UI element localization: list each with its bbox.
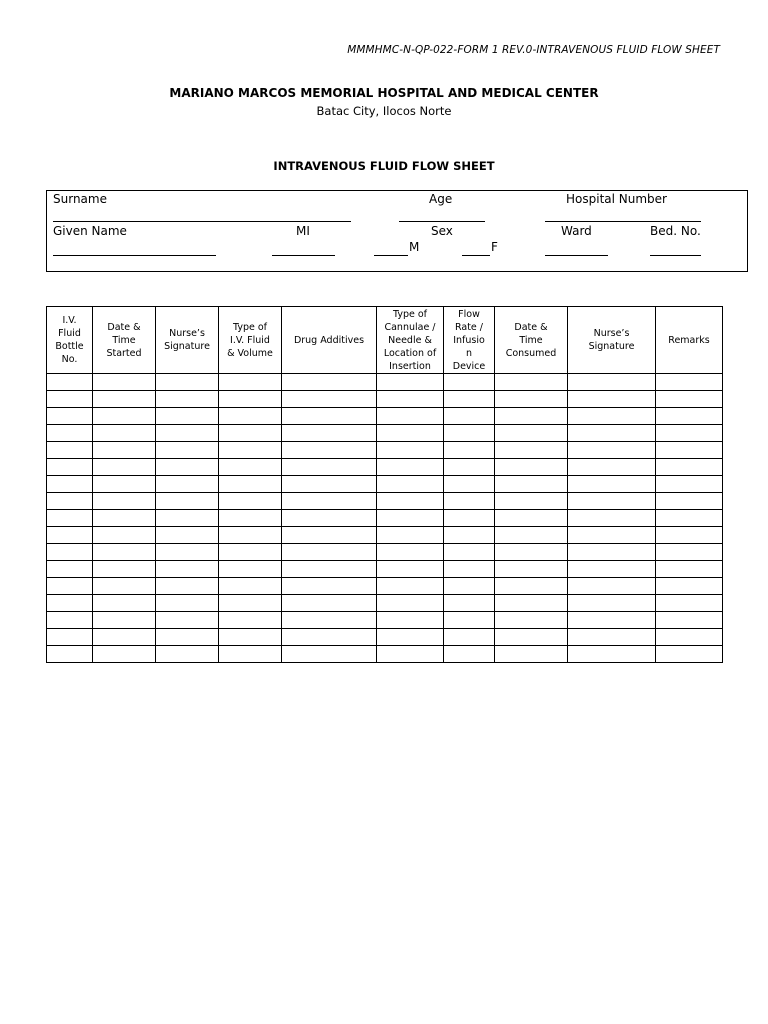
table-cell[interactable] — [47, 425, 93, 442]
table-cell[interactable] — [656, 459, 723, 476]
sex-male-mark: M — [409, 240, 420, 254]
table-cell[interactable] — [156, 578, 219, 595]
table-cell[interactable] — [156, 612, 219, 629]
table-cell[interactable] — [282, 544, 377, 561]
table-cell[interactable] — [377, 561, 444, 578]
table-cell[interactable] — [656, 578, 723, 595]
table-cell[interactable] — [656, 527, 723, 544]
table-cell[interactable] — [656, 629, 723, 646]
table-cell[interactable] — [156, 629, 219, 646]
table-cell[interactable] — [47, 493, 93, 510]
table-row — [47, 476, 723, 493]
table-cell[interactable] — [47, 578, 93, 595]
table-cell[interactable] — [93, 510, 156, 527]
hospital-number-field[interactable] — [545, 221, 701, 222]
sex-female-field[interactable] — [462, 255, 490, 256]
table-cell[interactable] — [282, 510, 377, 527]
table-cell[interactable] — [282, 408, 377, 425]
table-cell[interactable] — [656, 374, 723, 391]
given-name-label: Given Name — [53, 224, 127, 238]
patient-info-box — [46, 190, 748, 272]
table-cell[interactable] — [93, 612, 156, 629]
table-cell[interactable] — [444, 425, 495, 442]
table-cell[interactable] — [282, 425, 377, 442]
table-cell[interactable] — [444, 544, 495, 561]
table-cell[interactable] — [47, 476, 93, 493]
table-cell[interactable] — [656, 442, 723, 459]
table-cell[interactable] — [495, 629, 568, 646]
table-cell[interactable] — [656, 595, 723, 612]
table-cell[interactable] — [282, 493, 377, 510]
table-row — [47, 425, 723, 442]
table-cell[interactable] — [444, 476, 495, 493]
table-cell[interactable] — [219, 510, 282, 527]
table-cell[interactable] — [444, 442, 495, 459]
table-cell[interactable] — [47, 561, 93, 578]
form-code: MMMHMC-N-QP-022-FORM 1 REV.0-INTRAVENOUS FLUID FLOW SHEET — [347, 44, 720, 56]
table-cell[interactable] — [377, 459, 444, 476]
table-cell[interactable] — [568, 391, 656, 408]
table-cell[interactable] — [93, 476, 156, 493]
table-cell[interactable] — [93, 493, 156, 510]
table-cell[interactable] — [444, 612, 495, 629]
table-cell[interactable] — [656, 612, 723, 629]
table-cell[interactable] — [495, 391, 568, 408]
table-cell[interactable] — [656, 391, 723, 408]
table-cell[interactable] — [495, 374, 568, 391]
age-label: Age — [429, 192, 453, 206]
table-cell[interactable] — [377, 527, 444, 544]
table-cell[interactable] — [219, 493, 282, 510]
table-row — [47, 578, 723, 595]
table-cell[interactable] — [93, 425, 156, 442]
table-cell[interactable] — [282, 561, 377, 578]
table-cell[interactable] — [495, 527, 568, 544]
table-cell[interactable] — [47, 595, 93, 612]
ward-label: Ward — [561, 224, 592, 238]
table-cell[interactable] — [282, 578, 377, 595]
table-cell[interactable] — [377, 442, 444, 459]
table-cell[interactable] — [656, 544, 723, 561]
table-cell[interactable] — [444, 408, 495, 425]
mi-label: MI — [296, 224, 310, 238]
table-cell[interactable] — [444, 391, 495, 408]
table-cell[interactable] — [93, 527, 156, 544]
table-cell[interactable] — [93, 391, 156, 408]
table-cell[interactable] — [568, 493, 656, 510]
table-cell[interactable] — [47, 374, 93, 391]
table-cell[interactable] — [282, 595, 377, 612]
table-cell[interactable] — [219, 612, 282, 629]
table-cell[interactable] — [444, 374, 495, 391]
table-cell[interactable] — [282, 459, 377, 476]
table-cell[interactable] — [47, 459, 93, 476]
table-cell[interactable] — [156, 442, 219, 459]
table-row — [47, 374, 723, 391]
table-cell[interactable] — [219, 459, 282, 476]
table-cell[interactable] — [444, 459, 495, 476]
table-row — [47, 561, 723, 578]
hospital-number-label: Hospital Number — [566, 192, 667, 206]
table-cell[interactable] — [156, 408, 219, 425]
table-cell[interactable] — [444, 561, 495, 578]
table-cell[interactable] — [568, 629, 656, 646]
table-cell[interactable] — [47, 510, 93, 527]
hospital-city: Batac City, Ilocos Norte — [316, 104, 452, 118]
table-cell[interactable] — [568, 442, 656, 459]
table-cell[interactable] — [47, 629, 93, 646]
table-cell[interactable] — [282, 476, 377, 493]
table-cell[interactable] — [568, 510, 656, 527]
table-cell[interactable] — [47, 646, 93, 663]
column-header: I.V. Fluid Bottle No. — [47, 307, 93, 374]
table-cell[interactable] — [156, 459, 219, 476]
table-cell[interactable] — [656, 408, 723, 425]
given-name-field[interactable] — [53, 255, 216, 256]
table-cell[interactable] — [495, 476, 568, 493]
table-header-row — [47, 307, 723, 374]
table-cell[interactable] — [219, 544, 282, 561]
table-cell[interactable] — [377, 629, 444, 646]
table-cell[interactable] — [495, 408, 568, 425]
table-cell[interactable] — [568, 595, 656, 612]
table-cell[interactable] — [444, 629, 495, 646]
table-cell[interactable] — [93, 561, 156, 578]
table-cell[interactable] — [47, 544, 93, 561]
table-cell[interactable] — [47, 391, 93, 408]
table-cell[interactable] — [495, 493, 568, 510]
table-cell[interactable] — [495, 595, 568, 612]
table-cell[interactable] — [93, 629, 156, 646]
table-cell[interactable] — [282, 646, 377, 663]
table-cell[interactable] — [495, 561, 568, 578]
table-cell[interactable] — [495, 442, 568, 459]
table-cell[interactable] — [495, 612, 568, 629]
table-cell[interactable] — [156, 476, 219, 493]
table-cell[interactable] — [47, 527, 93, 544]
column-header: Type of I.V. Fluid & Volume — [219, 307, 282, 374]
table-cell[interactable] — [47, 442, 93, 459]
table-cell[interactable] — [377, 425, 444, 442]
table-cell[interactable] — [156, 391, 219, 408]
column-header: Nurse’s Signature — [568, 307, 656, 374]
table-row — [47, 510, 723, 527]
bed-number-label: Bed. No. — [650, 224, 701, 238]
table-cell[interactable] — [282, 374, 377, 391]
table-cell[interactable] — [444, 493, 495, 510]
table-cell[interactable] — [656, 493, 723, 510]
table-cell[interactable] — [282, 527, 377, 544]
table-cell[interactable] — [93, 544, 156, 561]
table-cell[interactable] — [495, 425, 568, 442]
table-body — [47, 374, 723, 663]
table-cell[interactable] — [156, 561, 219, 578]
table-cell[interactable] — [93, 374, 156, 391]
table-cell[interactable] — [444, 646, 495, 663]
table-cell[interactable] — [219, 476, 282, 493]
table-cell[interactable] — [444, 510, 495, 527]
table-cell[interactable] — [156, 510, 219, 527]
sex-label: Sex — [431, 224, 453, 238]
table-cell[interactable] — [568, 527, 656, 544]
table-cell[interactable] — [156, 595, 219, 612]
table-cell[interactable] — [282, 629, 377, 646]
table-cell[interactable] — [156, 493, 219, 510]
table-cell[interactable] — [219, 527, 282, 544]
table-row — [47, 459, 723, 476]
table-cell[interactable] — [495, 646, 568, 663]
table-cell[interactable] — [377, 476, 444, 493]
table-cell[interactable] — [495, 544, 568, 561]
table-cell[interactable] — [219, 595, 282, 612]
table-row — [47, 544, 723, 561]
table-cell[interactable] — [495, 510, 568, 527]
table-cell[interactable] — [377, 408, 444, 425]
table-cell[interactable] — [568, 612, 656, 629]
table-cell[interactable] — [219, 442, 282, 459]
table-cell[interactable] — [656, 561, 723, 578]
table-cell[interactable] — [568, 476, 656, 493]
column-header: Type of Cannulae / Needle & Location of Insertion — [377, 307, 444, 374]
table-cell[interactable] — [377, 646, 444, 663]
column-header: Remarks — [656, 307, 723, 374]
table-cell[interactable] — [568, 578, 656, 595]
table-cell[interactable] — [568, 425, 656, 442]
table-row — [47, 595, 723, 612]
table-cell[interactable] — [219, 391, 282, 408]
table-cell[interactable] — [156, 544, 219, 561]
table-cell[interactable] — [377, 544, 444, 561]
table-cell[interactable] — [93, 459, 156, 476]
table-cell[interactable] — [156, 374, 219, 391]
table-row — [47, 527, 723, 544]
column-header: Date & Time Consumed — [495, 307, 568, 374]
table-cell[interactable] — [219, 408, 282, 425]
table-row — [47, 493, 723, 510]
table-cell[interactable] — [444, 595, 495, 612]
surname-field[interactable] — [53, 221, 351, 222]
table-row — [47, 391, 723, 408]
table-cell[interactable] — [93, 646, 156, 663]
column-header: Drug Additives — [282, 307, 377, 374]
table-cell[interactable] — [377, 595, 444, 612]
table-cell[interactable] — [219, 646, 282, 663]
table-cell[interactable] — [93, 442, 156, 459]
table-cell[interactable] — [377, 612, 444, 629]
table-row — [47, 442, 723, 459]
table-cell[interactable] — [568, 561, 656, 578]
table-cell[interactable] — [656, 425, 723, 442]
table-cell[interactable] — [656, 510, 723, 527]
iv-flow-table — [46, 306, 723, 663]
sex-female-mark: F — [491, 240, 498, 254]
table-cell[interactable] — [156, 425, 219, 442]
table-cell[interactable] — [156, 646, 219, 663]
table-cell[interactable] — [282, 442, 377, 459]
table-cell[interactable] — [568, 544, 656, 561]
mi-field[interactable] — [272, 255, 335, 256]
table-cell[interactable] — [444, 527, 495, 544]
table-cell[interactable] — [495, 459, 568, 476]
table-cell[interactable] — [47, 612, 93, 629]
table-cell[interactable] — [656, 476, 723, 493]
table-cell[interactable] — [568, 646, 656, 663]
table-row — [47, 408, 723, 425]
bed-number-field[interactable] — [650, 255, 701, 256]
table-cell[interactable] — [377, 578, 444, 595]
table-cell[interactable] — [219, 425, 282, 442]
table-row — [47, 629, 723, 646]
table-cell[interactable] — [219, 561, 282, 578]
table-cell[interactable] — [156, 527, 219, 544]
table-cell[interactable] — [47, 408, 93, 425]
table-cell[interactable] — [282, 612, 377, 629]
table-cell[interactable] — [219, 578, 282, 595]
table-row — [47, 646, 723, 663]
hospital-name: MARIANO MARCOS MEMORIAL HOSPITAL AND MEDICAL CENTER — [169, 86, 599, 100]
table-cell[interactable] — [377, 510, 444, 527]
column-header: Nurse’s Signature — [156, 307, 219, 374]
table-cell[interactable] — [219, 374, 282, 391]
table-cell[interactable] — [93, 578, 156, 595]
table-cell[interactable] — [495, 578, 568, 595]
table-cell[interactable] — [568, 408, 656, 425]
table-cell[interactable] — [377, 374, 444, 391]
sex-male-field[interactable] — [374, 255, 408, 256]
table-cell[interactable] — [219, 629, 282, 646]
table-cell[interactable] — [93, 595, 156, 612]
age-field[interactable] — [399, 221, 485, 222]
table-cell[interactable] — [568, 459, 656, 476]
table-cell[interactable] — [568, 374, 656, 391]
table-cell[interactable] — [282, 391, 377, 408]
surname-label: Surname — [53, 192, 107, 206]
table-cell[interactable] — [444, 578, 495, 595]
ward-field[interactable] — [545, 255, 608, 256]
table-cell[interactable] — [377, 493, 444, 510]
table-cell[interactable] — [377, 391, 444, 408]
table-cell[interactable] — [656, 646, 723, 663]
sheet-title: INTRAVENOUS FLUID FLOW SHEET — [273, 159, 495, 173]
table-cell[interactable] — [93, 408, 156, 425]
column-header: Date & Time Started — [93, 307, 156, 374]
column-header: Flow Rate / Infusio n Device — [444, 307, 495, 374]
table-row — [47, 612, 723, 629]
